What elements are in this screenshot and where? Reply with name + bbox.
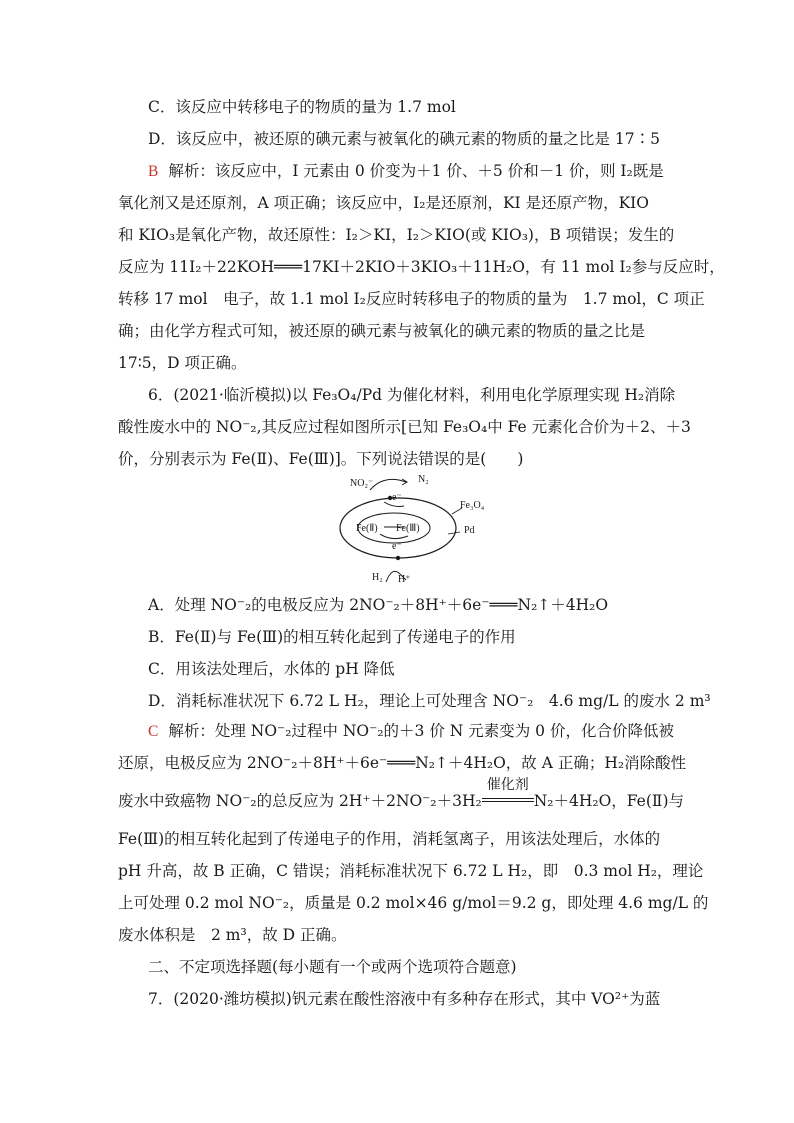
option-a: A．处理 NO⁻₂的电极反应为 2NO⁻₂＋8H⁺＋6e⁻═══N₂↑＋4H₂O [148,596,609,614]
fe2-label: Fe(Ⅱ) [356,523,378,534]
analysis-5-line6: 确；由化学方程式可知，被还原的碘元素与被氧化的碘元素的物质的量之比是 [118,322,646,340]
fe3o4-label: Fe₃O₄ [460,500,485,511]
analysis-5-line7: 17∶5，D 项正确。 [118,354,247,372]
analysis-6-text: 解析：处理 NO⁻₂过程中 NO⁻₂的＋3 价 N 元素变为 0 价，化合价降低被 [168,722,674,740]
h2-label: H₂ [372,572,383,583]
analysis-5-line3: 和 KIO₃是氧化产物，故还原性：I₂＞KI，I₂＞KIO(或 KIO₃)，B 项错误；发生的 [118,226,675,244]
option-b: B．Fe(Ⅱ)与 Fe(Ⅲ)的相互转化起到了传递电子的作用 [148,628,516,646]
question-7-line1: 7．(2020·潍坊模拟)钒元素在酸性溶液中有多种存在形式，其中 VO²⁺为蓝 [148,990,661,1008]
e-top-label: e⁻ [392,492,402,503]
electron-flow-bottom [380,534,408,539]
no2-label: NO₂⁻ [350,478,374,489]
option-d: D．消耗标准状况下 6.72 L H₂，理论上可处理含 NO⁻₂ 4.6 mg/L 的废水 2 m³ [148,692,711,710]
option-d-prev: D．该反应中，被还原的碘元素与被氧化的碘元素的物质的量之比是 17∶5 [148,130,660,148]
analysis-6-line2: 还原，电极反应为 2NO⁻₂＋8H⁺＋6e⁻═══N₂↑＋4H₂O，故 A 正确；H₂消除酸性 [118,754,687,772]
answer-label-5: B [148,163,159,180]
bottom-electrode-dot [396,556,400,560]
analysis-6-line5: pH 升高，故 B 正确，C 错误；消耗标准状况下 6.72 L H₂，即 0.3 mol H₂，理论 [118,862,704,880]
catalyst-label: 催化剂 [486,777,529,793]
question-6-line1: 6．(2021·临沂模拟)以 Fe₃O₄/Pd 为催化材料，利用电化学原理实现 H₂消除 [148,386,676,404]
option-c-prev: C．该反应中转移电子的物质的量为 1.7 mol [148,98,456,116]
analysis-6-line1 [148,720,674,742]
analysis-5-line4: 反应为 11I₂＋22KOH═══17KI＋2KIO＋3KIO₃＋11H₂O，有 11 mol I₂参与反应时， [118,258,725,276]
analysis-6-line3 [118,777,684,812]
reaction-cycle-diagram [336,470,496,590]
pd-label: Pd [464,525,475,536]
analysis-5-line5: 转移 17 mol 电子，故 1.1 mol I₂反应时转移电子的物质的量为 1.7 mol，C 项正 [118,290,705,308]
total-reaction-prefix: 废水中致癌物 NO⁻₂的总反应为 2H⁺＋2NO⁻₂＋3H₂ [118,792,482,810]
section-heading-2: 二、不定项选择题(每小题有一个或两个选项符合题意) [148,958,517,976]
analysis-6-line6: 上可处理 0.2 mol NO⁻₂，质量是 0.2 mol×46 g/mol＝9.2 g，即处理 4.6 mg/L 的 [118,894,709,912]
answer-label-6: C [148,723,159,740]
hplus-label: H⁺ [398,574,411,585]
total-reaction-suffix: N₂＋4H₂O，Fe(Ⅱ)与 [533,792,684,810]
analysis-5-text: 解析：该反应中，I 元素由 0 价变为＋1 价、＋5 价和－1 价，则 I₂既是 [168,162,664,180]
question-6-line2: 酸性废水中的 NO⁻₂,其反应过程如图所示[已知 Fe₃O₄中 Fe 元素化合价为＋2、＋3 [118,418,691,436]
e-bottom-label: e⁻ [392,541,402,552]
analysis-6-line4: Fe(Ⅲ)的相互转化起到了传递电子的作用，消耗氢离子，用该法处理后，水体的 [118,830,661,848]
option-c: C．用该法处理后，水体的 pH 降低 [148,660,395,678]
analysis-5-line1 [148,160,664,182]
question-6-line3: 价，分别表示为 Fe(Ⅱ)、Fe(Ⅲ)]。下列说法错误的是( ) [118,450,524,468]
fe3-label: Fe(Ⅲ) [396,523,420,534]
catalyst-arrow [482,777,534,812]
pd-leader [448,532,460,534]
analysis-6-line7: 废水体积是 2 m³，故 D 正确。 [118,926,347,944]
n2-label: N₂ [418,474,429,485]
no2-to-n2-arrow [370,479,406,490]
analysis-5-line2: 氧化剂又是还原剂，A 项正确；该反应中，I₂是还原剂，KI 是还原产物，KIO [118,194,649,212]
